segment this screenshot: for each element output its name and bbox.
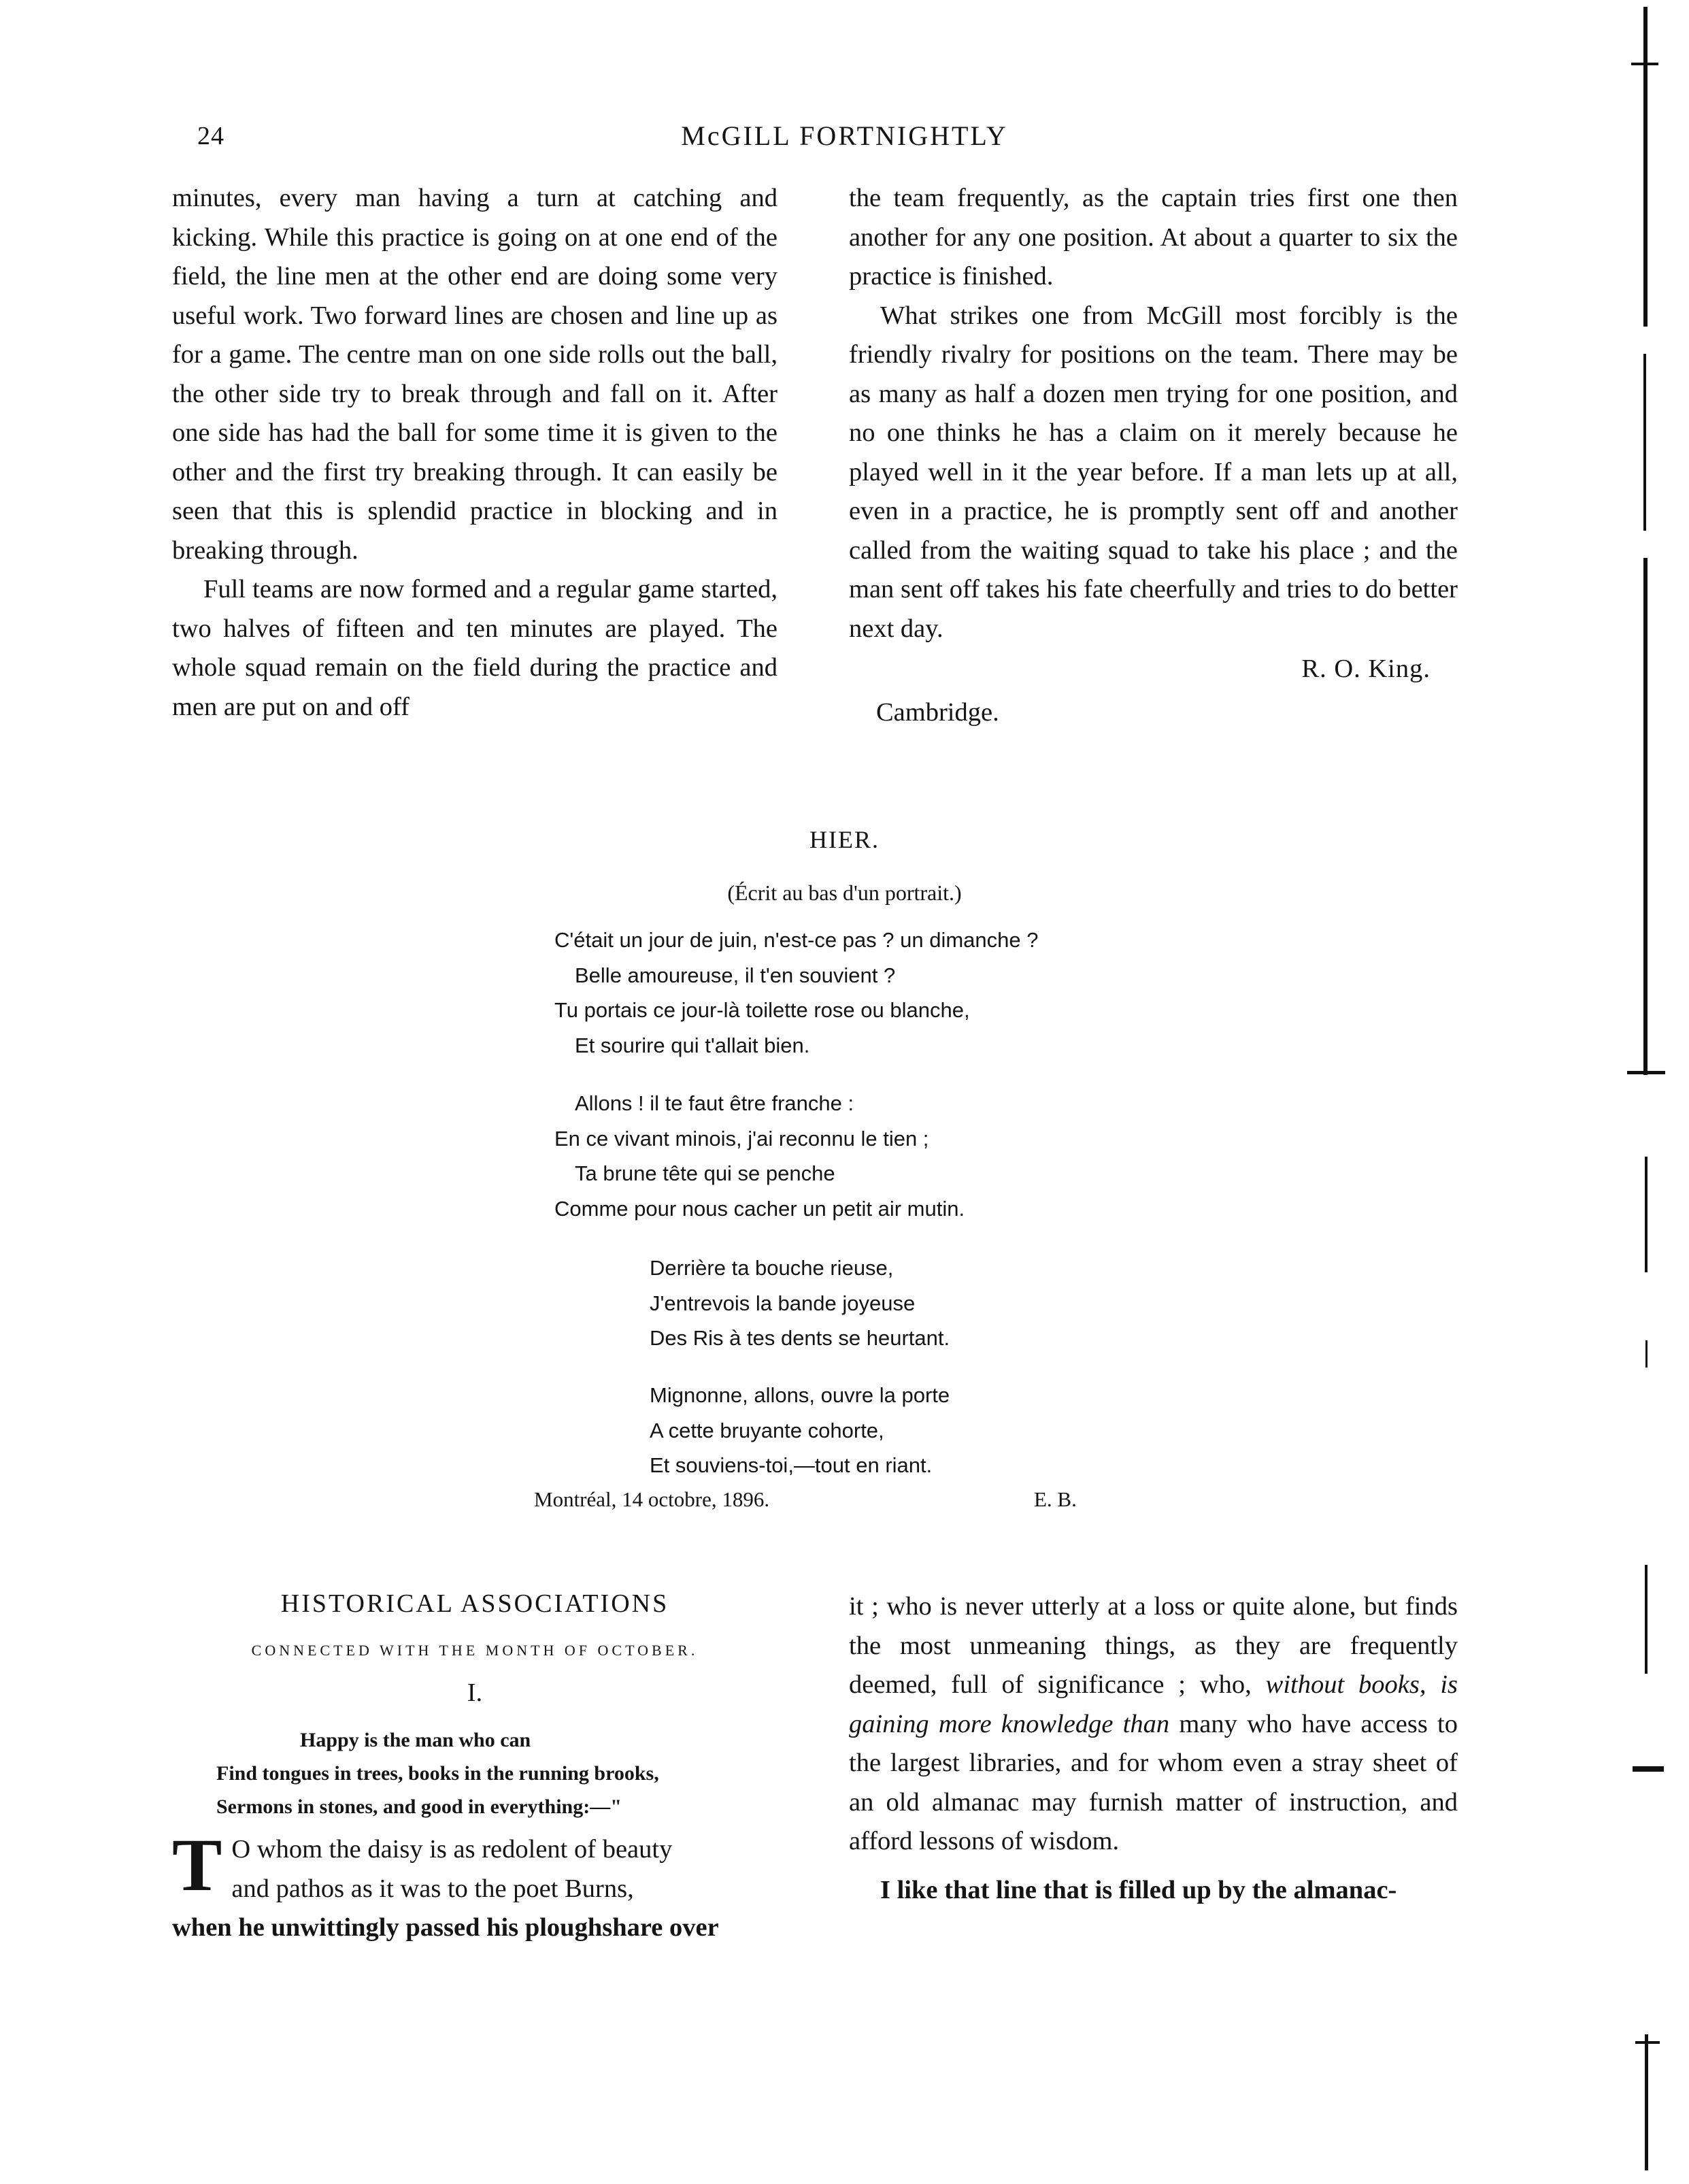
poem-line: Et sourire qui t'allait bien. [575, 1033, 810, 1057]
article-place: Cambridge. [876, 697, 999, 727]
historical-text-italic: without books, is gaining more knowledge than [849, 1670, 1458, 1738]
poem-stanza-2 [554, 1086, 965, 1226]
historical-text: it ; who is never utterly at a loss or quite alone, but finds the most unmeaning things, as they are frequently deemed, full of significance ; who, [849, 1592, 1458, 1699]
drop-cap: T [172, 1823, 222, 1906]
poem-line: Allons ! il te faut être franche : [575, 1091, 854, 1115]
poem-line: Tu portais ce jour-là toilette rose ou blanche, [554, 998, 970, 1022]
section-title: HISTORICAL ASSOCIATIONS [280, 1589, 669, 1618]
margin-rule [1645, 1340, 1648, 1368]
poem-line: En ce vivant minois, j'ai reconnu le tien ; [554, 1126, 929, 1151]
historical-paragraph: I like that line that is filled up by the almanac- [880, 1875, 1397, 1904]
poem-place-date: Montréal, 14 octobre, 1896. [534, 1487, 770, 1511]
article-paragraph: the team frequently, as the captain tries first one then another for any one position. At about a quarter to six the practice is finished. [849, 184, 1458, 291]
epigraph-line: Find tongues in trees, books in the running brooks, [216, 1762, 659, 1785]
margin-tick [1635, 2041, 1660, 2044]
historical-text: many who have access to the largest libraries, and for whom even a stray sheet of an old almanac may furnish matter of instruction, and afford lessons of wisdom. [849, 1709, 1458, 1855]
poem-stanza-1 [554, 923, 1039, 1063]
section-subtitle: CONNECTED WITH THE MONTH OF OCTOBER. [251, 1642, 699, 1659]
poem-line: J'entrevois la bande joyeuse [650, 1291, 916, 1315]
poem-line: Des Ris à tes dents se heurtant. [650, 1326, 950, 1350]
poem-line: Comme pour nous cacher un petit air mutin. [554, 1196, 965, 1221]
margin-rule [1645, 1565, 1648, 1674]
article-paragraph: minutes, every man having a turn at catching and kicking. While this practice is going on at one end of the field, the line men at the other end are doing some very useful work. Two forward lines are chosen and line up as for a game. The centre man on one side rolls out the ball, the other side try to break through and fall on it. After one side has had the ball for some time it is given to the other and the first try breaking through. It can easily be seen that this is splendid practice in blocking and in breaking through. [172, 184, 777, 565]
poem-stanza-4 [650, 1378, 950, 1483]
margin-rule [1643, 7, 1648, 327]
margin-rule [1643, 558, 1648, 1075]
poem-line: Mignonne, allons, ouvre la porte [650, 1383, 950, 1407]
poem-line: Belle amoureuse, il t'en souvient ? [575, 963, 896, 987]
poem-title: HIER. [809, 826, 880, 853]
poem-initials: E. B. [1034, 1487, 1077, 1511]
article-paragraph: What strikes one from McGill most forcibly is the friendly rivalry for positions on the team. There may be as many as half a dozen men trying for one position, and no one thinks he has a claim on it merely because he played well in it the year before. If a man lets up at all, even in a practice, he is promptly sent off and another called from the waiting squad to take his place ; and the man sent off takes his fate cheerfully and tries to do better next day. [849, 301, 1458, 643]
article-right-column [849, 179, 1458, 732]
margin-rule [1643, 354, 1646, 531]
article-left-column [172, 179, 777, 727]
poem-line: A cette bruyante cohorte, [650, 1418, 884, 1442]
poem-line: Et souviens-toi,—tout en riant. [650, 1453, 933, 1477]
historical-paragraph [849, 1587, 1458, 1862]
margin-rule [1645, 2034, 1648, 2170]
historical-right-column [849, 1587, 1458, 1910]
running-head: McGILL FORTNIGHTLY [681, 120, 1008, 151]
margin-tick [1627, 1071, 1665, 1074]
page-number: 24 [197, 122, 224, 150]
margin-tick [1633, 1766, 1664, 1772]
opening-line: O whom the daisy is as redolent of beauty [231, 1835, 673, 1864]
epigraph-line: Happy is the man who can [300, 1729, 531, 1751]
poem-subtitle: (Écrit au bas d'un portrait.) [727, 880, 962, 905]
poem-line: C'était un jour de juin, n'est-ce pas ? un dimanche ? [554, 928, 1039, 952]
poem-line: Ta brune tête qui se penche [575, 1161, 835, 1185]
poem-stanza-3 [650, 1251, 950, 1356]
margin-tick [1631, 63, 1658, 65]
opening-paragraph [172, 1823, 777, 1948]
opening-line: when he unwittingly passed his ploughshare over [172, 1913, 719, 1942]
epigraph-line: Sermons in stones, and good in everything:—" [216, 1796, 622, 1818]
author-signature: R. O. King. [1301, 655, 1431, 683]
poem-line: Derrière ta bouche rieuse, [650, 1256, 894, 1280]
opening-line: and pathos as it was to the poet Burns, [231, 1874, 634, 1903]
section-numeral: I. [467, 1678, 483, 1707]
article-paragraph: Full teams are now formed and a regular game started, two halves of fifteen and ten minutes are played. The whole squad remain on the field during the practice and men are put on and off [172, 575, 777, 721]
margin-rule [1645, 1157, 1648, 1272]
